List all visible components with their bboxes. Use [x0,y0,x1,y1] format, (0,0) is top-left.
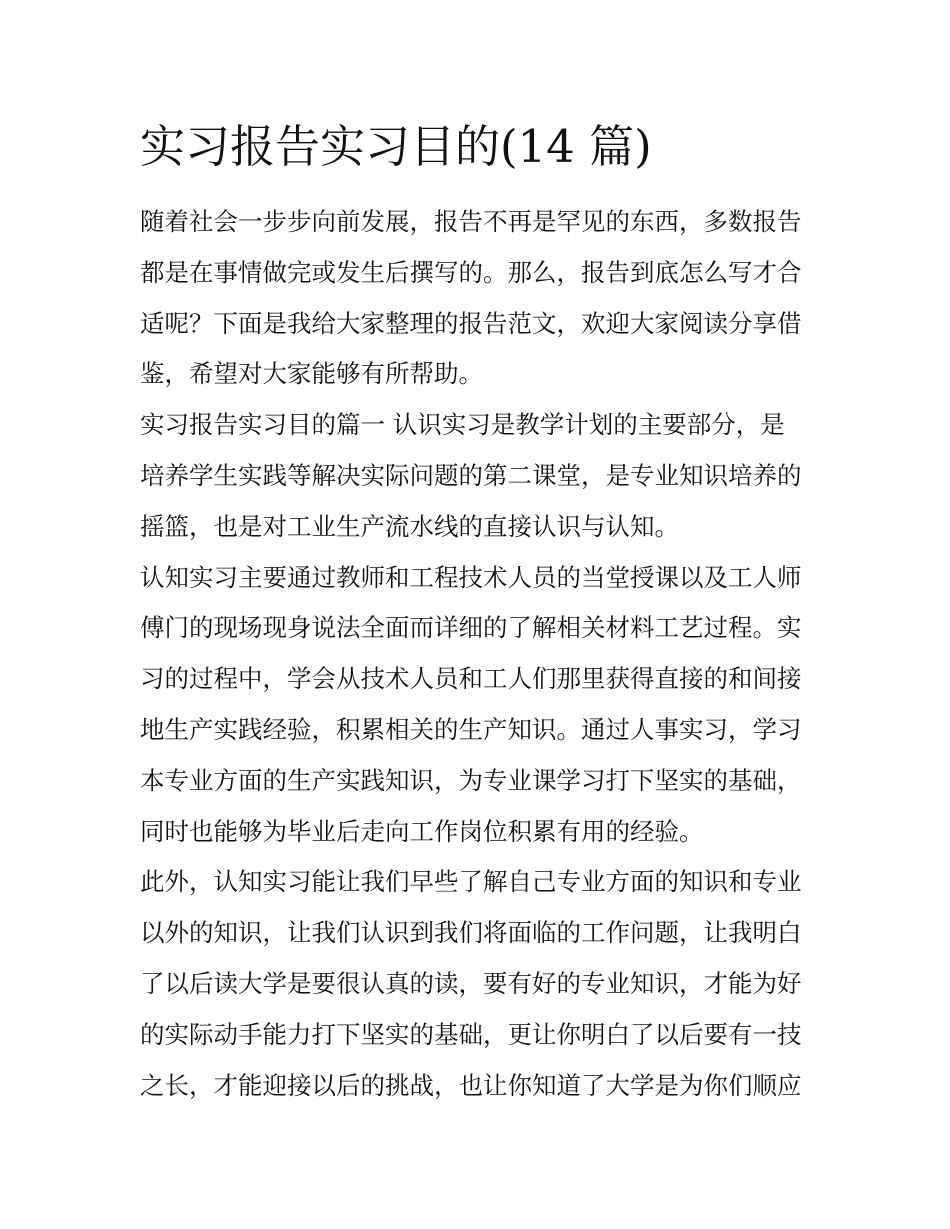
document-title: 实习报告实习目的(14 篇) [140,120,652,173]
paragraph-line: 的实际动手能力打下坚实的基础，更让你明白了以后要有一技 [140,1019,802,1049]
paragraph-line: 习的过程中，学会从技术人员和工人们那里获得直接的和间接 [140,664,802,694]
paragraph-line: 本专业方面的生产实践知识，为专业课学习打下坚实的基础， [140,765,802,795]
paragraph-line: 随着社会一步步向前发展，报告不再是罕见的东西，多数报告 [140,207,802,236]
paragraph-line: 了以后读大学是要很认真的读，要有好的专业知识，才能为好 [140,968,802,998]
paragraph-line: 此外，认知实习能让我们早些了解自己专业方面的知识和专业 [140,867,802,897]
paragraph-line: 同时也能够为毕业后走向工作岗位积累有用的经验。 [140,816,704,846]
paragraph-line: 培养学生实践等解决实际问题的第二课堂，是专业知识培养的 [140,460,802,490]
paragraph-line: 都是在事情做完或发生后撰写的。那么，报告到底怎么写才合 [140,257,802,287]
paragraph-line: 以外的知识，让我们认识到我们将面临的工作问题，让我明白 [140,918,802,948]
paragraph-line: 傅门的现场现身说法全面而详细的了解相关材料工艺过程。实 [140,613,802,643]
paragraph-line: 实习报告实习目的篇一 认识实习是教学计划的主要部分，是 [140,410,785,440]
paragraph-line: 鉴，希望对大家能够有所帮助。 [140,359,483,389]
paragraph-line: 摇篮，也是对工业生产流水线的直接认识与认知。 [140,511,679,541]
paragraph-line: 之长，才能迎接以后的挑战，也让你知道了大学是为你们顺应 [140,1070,802,1100]
paragraph-line: 认知实习主要通过教师和工程技术人员的当堂授课以及工人师 [140,562,802,592]
paragraph-line: 地生产实践经验，积累相关的生产知识。通过人事实习，学习 [140,714,802,744]
document-body [140,197,820,1111]
paragraph-line: 适呢？下面是我给大家整理的报告范文，欢迎大家阅读分享借 [140,308,802,338]
